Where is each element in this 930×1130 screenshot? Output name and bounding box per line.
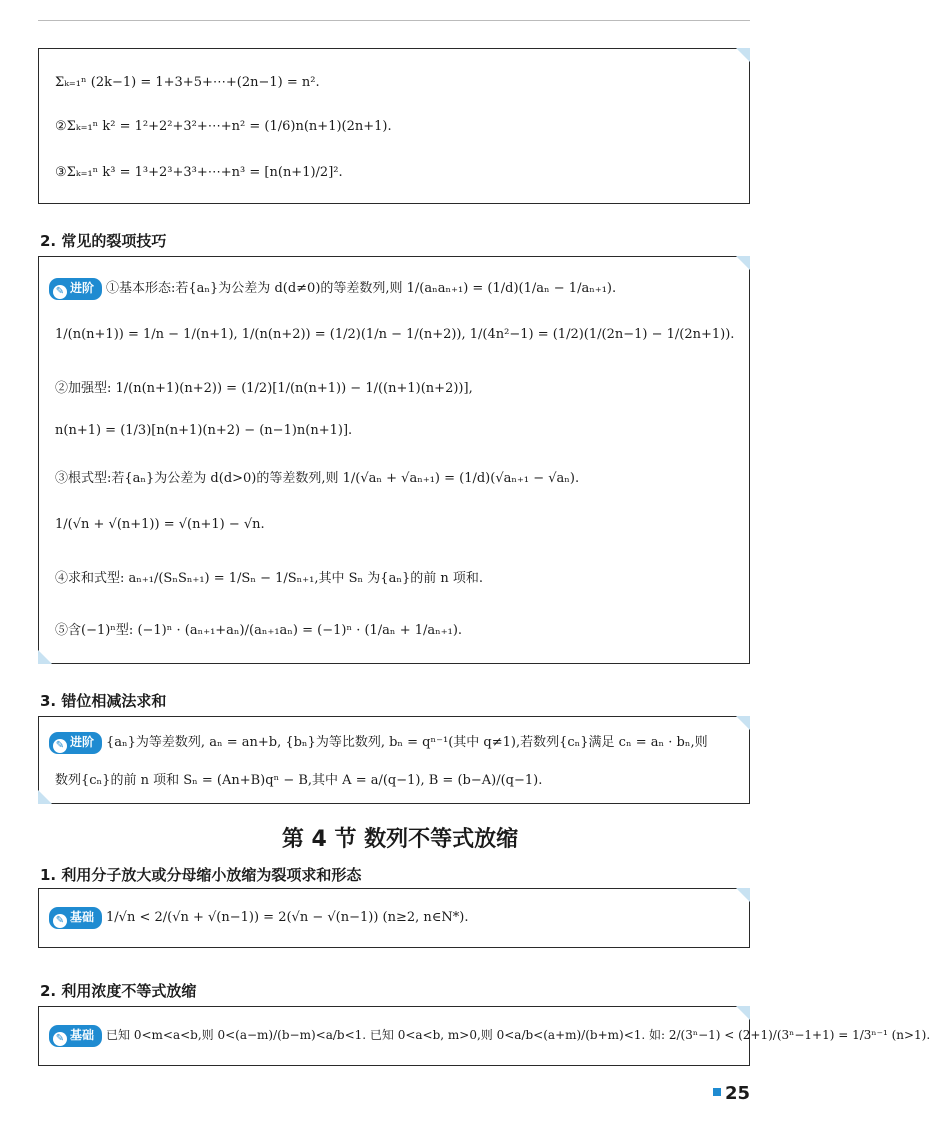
corner-fold-icon (736, 1006, 750, 1020)
offset-line-1: ✎ 进阶 {aₙ}为等差数列, aₙ = an+b, {bₙ}为等比数列, bₙ = qⁿ⁻¹(其中 q≠1),若数列{cₙ}满足 cₙ = aₙ · bₙ,则 (49, 731, 708, 754)
corner-fold-icon (736, 888, 750, 902)
pen-icon: ✎ (53, 739, 67, 753)
section-title: 第 4 节 数列不等式放缩 (281, 827, 519, 852)
concentration-line: ✎ 基础 已知 0<m<a<b,则 0<(a−m)/(b−m)<a/b<1. 已知 0<a<b, m>0,则 0<a/b<(a+m)/(b+m)<1. 如: 2/(3ⁿ−1) < (2+1)/(3ⁿ−1+1) = 1/3ⁿ⁻¹ (n>1). (49, 1025, 930, 1047)
alternating-form-line: ⑤含(−1)ⁿ型: (−1)ⁿ · (aₙ₊₁+aₙ)/(aₙ₊₁aₙ) = (−1)ⁿ · (1/aₙ + 1/aₙ₊₁). (55, 623, 463, 638)
sum-form-line: ④求和式型: aₙ₊₁/(SₙSₙ₊₁) = 1/Sₙ − 1/Sₙ₊₁,其中 Sₙ 为{aₙ}的前 n 项和. (55, 571, 483, 586)
page-number: 25 (713, 1083, 750, 1104)
corner-fold-icon (38, 650, 52, 664)
radical-form-line: ③根式型:若{aₙ}为公差为 d(d>0)的等差数列,则 1/(√aₙ + √aₙ₊₁) = (1/d)(√aₙ₊₁ − √aₙ). (55, 471, 580, 486)
formula-box-fraction-scaling (38, 888, 750, 948)
corner-fold-icon (736, 256, 750, 270)
sum-odd-formula: Σₖ₌₁ⁿ (2k−1) = 1+3+5+⋯+(2n−1) = n². (55, 75, 320, 90)
formula-box-concentration (38, 1006, 930, 1066)
sum-cubes-formula: ③Σₖ₌₁ⁿ k³ = 1³+2³+3³+⋯+n³ = [n(n+1)/2]². (55, 165, 343, 180)
advanced-badge: ✎ 进阶 (49, 732, 102, 754)
sum-squares-formula: ②Σₖ₌₁ⁿ k² = 1²+2²+3²+⋯+n² = (1/6)n(n+1)(2n+1). (55, 119, 392, 134)
pen-icon: ✎ (53, 1032, 67, 1046)
square-marker-icon (713, 1088, 721, 1096)
formula-box-sums (38, 48, 750, 204)
formula-box-offset-subtraction (38, 716, 750, 804)
basic-badge: ✎ 基础 (49, 1025, 102, 1047)
advanced-badge: ✎ 进阶 (49, 278, 102, 300)
heading-split-terms: 2. 常见的裂项技巧 (40, 232, 167, 250)
corner-fold-icon (38, 790, 52, 804)
heading-concentration-inequality: 2. 利用浓度不等式放缩 (40, 982, 197, 1000)
fraction-scaling-line: ✎ 基础 1/√n < 2/(√n + √(n−1)) = 2(√n − √(n−1)) (n≥2, n∈N*). (49, 907, 468, 929)
pen-icon: ✎ (53, 914, 67, 928)
basic-form-line: ✎ 进阶 ①基本形态:若{aₙ}为公差为 d(d≠0)的等差数列,则 1/(aₙaₙ₊₁) = (1/d)(1/aₙ − 1/aₙ₊₁). (49, 277, 616, 300)
heading-numerator-denominator: 1. 利用分子放大或分母缩小放缩为裂项求和形态 (40, 866, 362, 884)
offset-line-2: 数列{cₙ}的前 n 项和 Sₙ = (An+B)qⁿ − B,其中 A = a/(q−1), B = (b−A)/(q−1). (55, 773, 543, 788)
formula-box-split-terms (38, 256, 750, 664)
corner-fold-icon (736, 48, 750, 62)
heading-offset-subtraction: 3. 错位相减法求和 (40, 692, 167, 710)
pen-icon: ✎ (53, 285, 67, 299)
enhanced-example-line: n(n+1) = (1/3)[n(n+1)(n+2) − (n−1)n(n+1)]. (55, 423, 353, 438)
basic-examples-line: 1/(n(n+1)) = 1/n − 1/(n+1), 1/(n(n+2)) = (1/2)(1/n − 1/(n+2)), 1/(4n²−1) = (1/2)(1/(2n−1) − 1/(2n+1)). (55, 327, 735, 342)
basic-badge: ✎ 基础 (49, 907, 102, 929)
top-rule (38, 20, 750, 21)
enhanced-form-line: ②加强型: 1/(n(n+1)(n+2)) = (1/2)[1/(n(n+1)) − 1/((n+1)(n+2))], (55, 381, 473, 396)
corner-fold-icon (736, 716, 750, 730)
radical-example-line: 1/(√n + √(n+1)) = √(n+1) − √n. (55, 517, 265, 532)
